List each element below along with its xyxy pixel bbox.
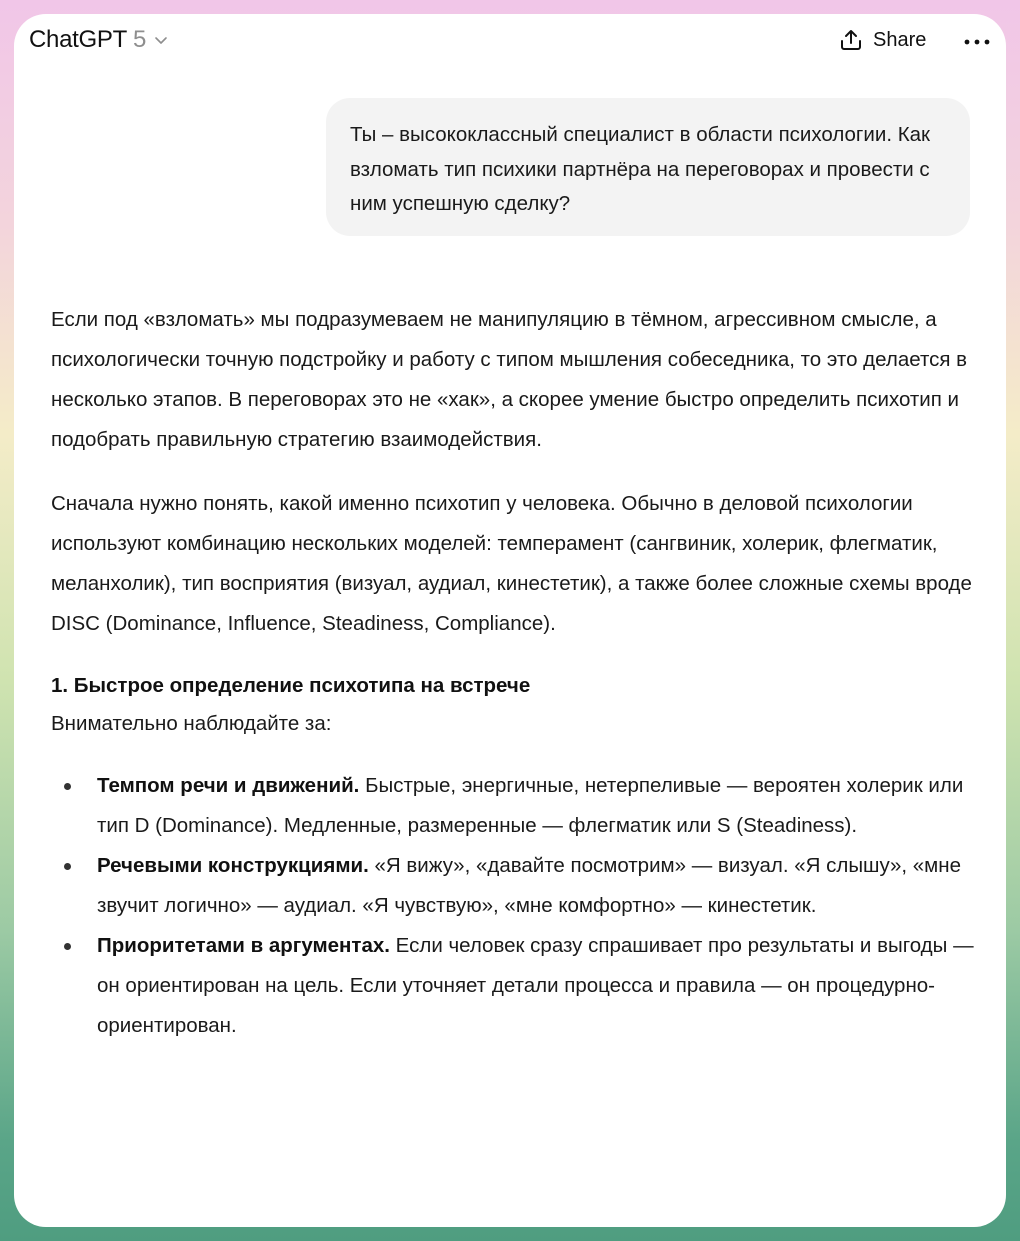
bullet-dot [64, 863, 71, 870]
bullet-title: Речевыми конструкциями. [97, 854, 369, 877]
list-item [51, 846, 976, 926]
share-button[interactable] [839, 28, 926, 52]
bullet-text: Быстрые, энергичные, нетерпеливые — вероятен холерик или тип D (Dominance). Медленные, размеренные — флегматик или S (Steadiness). [97, 774, 964, 837]
model-picker[interactable] [29, 26, 168, 54]
bullet-text: Если человек сразу спрашивает про результаты и выгоды — он ориентирован на цель. Если уточняет детали процесса и правила — он процедурно-ориентирован. [97, 934, 974, 1037]
section-heading: 1. Быстрое определение психотипа на встрече [51, 674, 531, 697]
bullet-title: Приоритетами в аргументах. [97, 934, 390, 957]
bullet-dot [64, 783, 71, 790]
user-message-bubble [326, 98, 970, 236]
user-message-text: Ты – высококлассный специалист в области психологии. Как взломать тип психики партнёра на переговорах и провести с ним успешную сделку? [350, 123, 931, 215]
more-horizontal-icon[interactable] [964, 34, 990, 50]
bullet-list [51, 766, 976, 1046]
share-upload-icon [839, 28, 863, 52]
bullet-dot [64, 943, 71, 950]
bullet-text: «Я вижу», «давайте посмотрим» — визуал. «Я слышу», «мне звучит логично» — аудиал. «Я чувствую», «мне комфортно» — кинестетик. [97, 854, 961, 917]
share-label: Share [873, 28, 927, 51]
chevron-down-icon [154, 33, 168, 47]
bullet-title: Темпом речи и движений. [97, 774, 360, 797]
assistant-message [51, 300, 976, 1046]
section-intro: Внимательно наблюдайте за: [51, 712, 332, 735]
model-name: ChatGPT [29, 26, 127, 53]
list-item [51, 926, 976, 1046]
answer-paragraph: Если под «взломать» мы подразумеваем не манипуляцию в тёмном, агрессивном смысле, а психологически точную подстройку и работу с типом мышления собеседника, то это делается в несколько этапов. В переговорах это не «хак», а скорее умение быстро определить психотип и подобрать правильную стратегию взаимодействия. [51, 308, 968, 451]
answer-paragraph: Сначала нужно понять, какой именно психотип у человека. Обычно в деловой психологии используют комбинацию нескольких моделей: темперамент (сангвиник, холерик, флегматик, меланхолик), тип восприятия (визуал, аудиал, кинестетик), а также более сложные схемы вроде DISC (Dominance, Influence, Steadiness, Compliance). [51, 492, 972, 635]
model-version: 5 [132, 26, 147, 53]
list-item [51, 766, 976, 846]
chat-window [14, 14, 1006, 1227]
top-bar [14, 14, 1006, 70]
